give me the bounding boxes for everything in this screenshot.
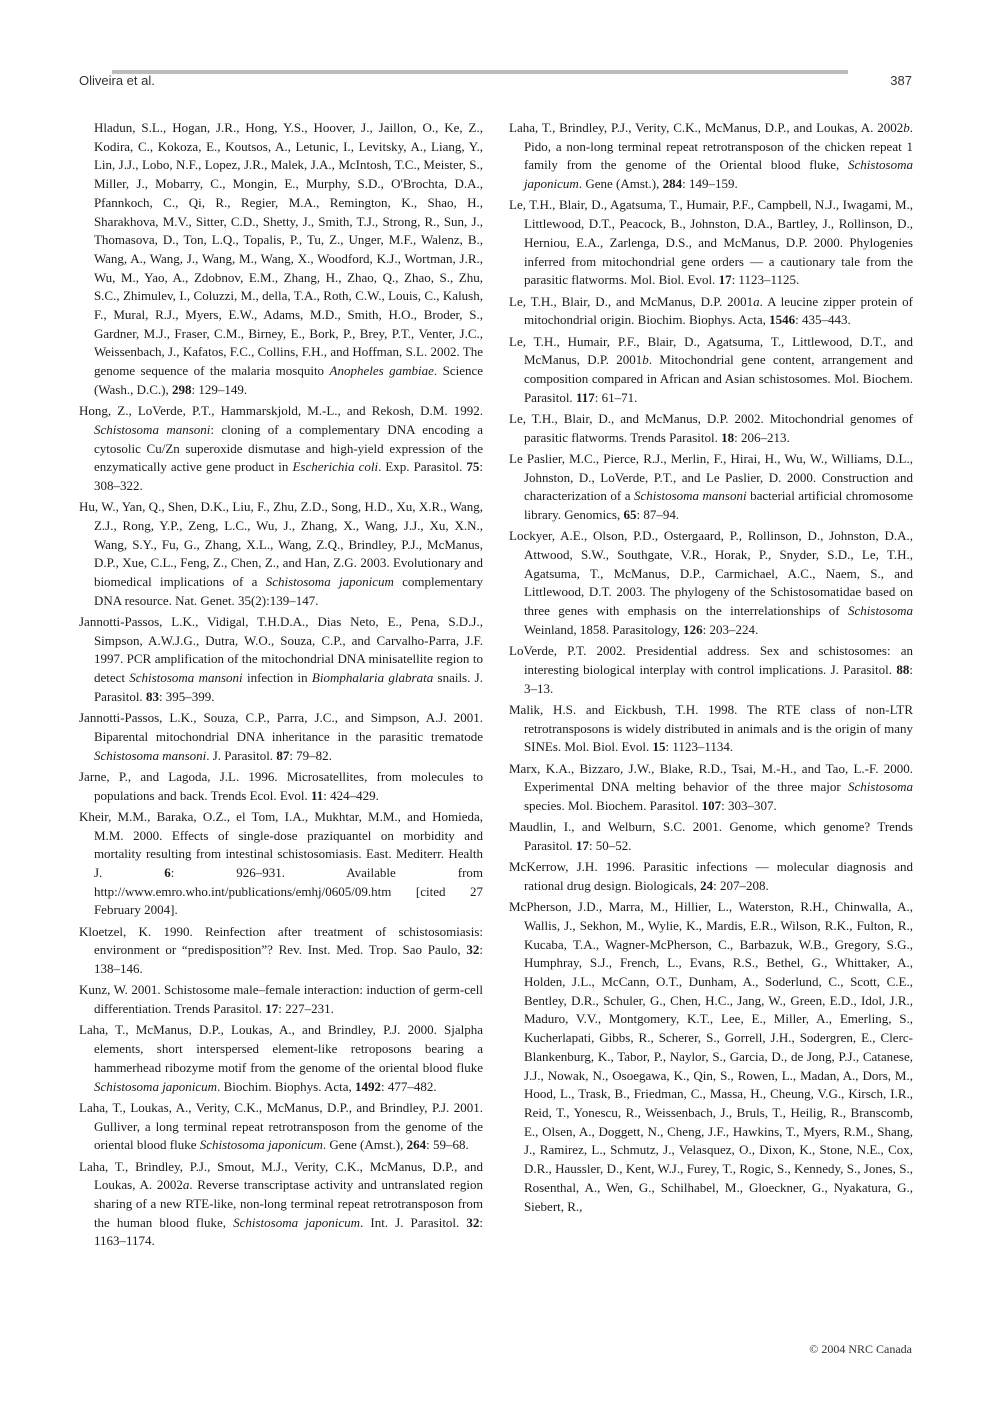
reference-entry: Laha, T., Brindley, P.J., Smout, M.J., Verity, C.K., McManus, D.P., and Loukas, A. 2002a. Reverse transcriptase activity and untranslated region sharing of a new RTE-like, non-long terminal repeat retrotransposon from the human blood fluke, Schistosoma japonicum. Int. J. Parasitol. 32: 1163–1174. bbox=[79, 1158, 483, 1249]
references-column-right bbox=[509, 119, 913, 1219]
reference-entry: Lockyer, A.E., Olson, P.D., Ostergaard, P., Rollinson, D., Johnston, D.A., Attwood, S.W., Southgate, V.R., Horak, P., Snyder, S.D., Le, T.H., Agatsuma, T., McManus, D.P., Carmichael, A.C., Naem, S., and Littlewood, D.T. 2003. The phylogeny of the Schistosomatidae based on three genes with emphasis on the interrelationships of Schistosoma Weinland, 1858. Parasitology, 126: 203–224. bbox=[509, 528, 913, 637]
reference-entry: Hu, W., Yan, Q., Shen, D.K., Liu, F., Zhu, Z.D., Song, H.D., Xu, X.R., Wang, Z.J., Rong, Y.P., Zeng, L.C., Wu, J., Zhang, X., Wang, J.J., Xu, X.N., Wang, S.Y., Fu, G., Zhang, X.L., Wang, Z.Q., Brindley, P.J., McManus, D.P., Xue, C.L., Feng, Z., Chen, Z., and Han, Z.G. 2003. Evolutionary and biomedical implications of a Schistosoma japonicum complementary DNA resource. Nat. Genet. 35(2):139–147. bbox=[79, 499, 483, 608]
reference-entry: Jarne, P., and Lagoda, J.L. 1996. Microsatellites, from molecules to populations and back. Trends Ecol. Evol. 11: 424–429. bbox=[79, 768, 483, 803]
reference-entry: Le, T.H., Humair, P.F., Blair, D., Agatsuma, T., Littlewood, D.T., and McManus, D.P. 2001b. Mitochondrial gene content, arrangement and composition compared in African and Asian schistosomes. Mol. Biochem. Parasitol. 117: 61–71. bbox=[509, 333, 913, 405]
header-rule bbox=[112, 70, 848, 74]
reference-entry: Marx, K.A., Bizzaro, J.W., Blake, R.D., Tsai, M.-H., and Tao, L.-F. 2000. Experimental DNA melting behavior of the three major Schistosoma species. Mol. Biochem. Parasitol. 107: 303–307. bbox=[509, 760, 913, 813]
reference-entry: Laha, T., McManus, D.P., Loukas, A., and Brindley, P.J. 2000. Sjalpha elements, short interspersed element-like retroposons bearing a hammerhead ribozyme motif from the genome of the oriental blood fluke Schistosoma japonicum. Biochim. Biophys. Acta, 1492: 477–482. bbox=[79, 1022, 483, 1094]
reference-entry: Hong, Z., LoVerde, P.T., Hammarskjold, M.-L., and Rekosh, D.M. 1992. Schistosoma mansoni: cloning of a complementary DNA encoding a cytosolic Cu/Zn superoxide dismutase and high-yield expression of the enzymatically active gene product in Escherichia coli. Exp. Parasitol. 75: 308–322. bbox=[79, 403, 484, 493]
reference-entry: Kloetzel, K. 1990. Reinfection after treatment of schistosomiasis: environment or “predisposition”? Rev. Inst. Med. Trop. Sao Paulo, 32: 138–146. bbox=[79, 923, 483, 977]
reference-entry: Hladun, S.L., Hogan, J.R., Hong, Y.S., Hoover, J., Jaillon, O., Ke, Z., Kodira, C., Kokoza, E., Koutsos, A., Letunic, I., Levitsky, A., Liang, Y., Lin, J.J., Lobo, N.F., Lopez, J.R., Malek, J.A., McIntosh, T.C., Meister, S., Miller, J., Mobarry, C., Mongin, E., Murphy, S.D., O'Brochta, D.A., Pfannkoch, C., Qi, R., Regier, M.A., Remington, K., Shao, H., Sharakhova, M.V., Sitter, C.D., Shetty, J., Smith, T.J., Strong, R., Sun, J., Thomasova, D., Ton, L.Q., Topalis, P., Tu, Z., Unger, M.F., Walenz, B., Wang, A., Wang, J., Wang, M., Wang, X., Woodford, K.J., Wortman, J.R., Wu, M., Yao, A., Zdobnov, E.M., Zhang, H., Zhao, Q., Zhao, S., Zhu, S.C., Zhimulev, I., Coluzzi, M., della, T.A., Roth, C.W., Louis, C., Kalush, F., Mural, R.J., Myers, E.W., Adams, M.D., Smith, H.O., Broder, S., Gardner, M.J., Fraser, C.M., Birney, E., Bork, P., Brey, P.T., Venter, J.C., Weissenbach, J., Kafatos, F.C., Collins, F.H., and Hoffman, S.L. 2002. The genome sequence of the malaria mosquito Anopheles gambiae. Science (Wash., D.C.), 298: 129–149. bbox=[93, 120, 484, 397]
reference-entry: LoVerde, P.T. 2002. Presidential address. Sex and schistosomes: an interesting biological interplay with control implications. J. Parasitol. 88: 3–13. bbox=[509, 643, 913, 696]
reference-entry: Kheir, M.M., Baraka, O.Z., el Tom, I.A., Mukhtar, M.M., and Homieda, M.M. 2000. Effects of single-dose praziquantel on morbidity and mortality resulting from intestinal schistosomiasis. East. Mediterr. Health J. 6: 926–931. Available from http://www.emro.who.int/publications/emhj/0605/09.htm [cited 27 February 2004]. bbox=[79, 808, 484, 918]
reference-entry: Laha, T., Loukas, A., Verity, C.K., McManus, D.P., and Brindley, P.J. 2001. Gulliver, a long terminal repeat retrotransposon from the genome of the oriental blood fluke Schistosoma japonicum. Gene (Amst.), 264: 59–68. bbox=[79, 1099, 483, 1153]
copyright-footer: © 2004 NRC Canada bbox=[809, 1342, 912, 1356]
reference-entry: Le Paslier, M.C., Pierce, R.J., Merlin, F., Hirai, H., Wu, W., Williams, D.L., Johnston, D., LoVerde, P.T., and Le Paslier, D. 2000. Construction and characterization of a Schistosoma mansoni bacterial artificial chromosome library. Genomics, 65: 87–94. bbox=[509, 450, 913, 523]
reference-entry: McKerrow, J.H. 1996. Parasitic infections — molecular diagnosis and rational drug design. Biologicals, 24: 207–208. bbox=[509, 859, 913, 893]
reference-entry: Kunz, W. 2001. Schistosome male–female interaction: induction of germ-cell differentiation. Trends Parasitol. 17: 227–231. bbox=[79, 982, 483, 1017]
reference-entry: Le, T.H., Blair, D., Agatsuma, T., Humair, P.F., Campbell, N.J., Iwagami, M., Littlewood, D.T., Peacock, B., Johnston, D.A., Bartley, J., Rollinson, D., Herniou, E.A., Zarlenga, D.S., and McManus, D.P. 2000. Phylogenies inferred from mitochondrial gene orders — a cautionary tale from the parasitic flatworms. Mol. Biol. Evol. 17: 1123–1125. bbox=[509, 197, 913, 288]
reference-entry: Laha, T., Brindley, P.J., Verity, C.K., McManus, D.P., and Loukas, A. 2002b. Pido, a non-long terminal repeat retrotransposon of the chicken repeat 1 family from the genome of the Oriental blood fluke, Schistosoma japonicum. Gene (Amst.), 284: 149–159. bbox=[509, 120, 913, 192]
reference-entry: Jannotti-Passos, L.K., Vidigal, T.H.D.A., Dias Neto, E., Pena, S.D.J., Simpson, A.W.J.G., Dutra, W.O., Souza, C.P., and Carvalho-Parra, J.F. 1997. PCR amplification of the mitochondrial DNA minisatellite region to detect Schistosoma mansoni infection in Biomphalaria glabrata snails. J. Parasitol. 83: 395–399. bbox=[79, 614, 483, 704]
running-head-author: Oliveira et al. bbox=[79, 73, 155, 88]
reference-entry: Le, T.H., Blair, D., and McManus, D.P. 2002. Mitochondrial genomes of parasitic flatworms. Trends Parasitol. 18: 206–213. bbox=[509, 410, 913, 445]
reference-entry: Maudlin, I., and Welburn, S.C. 2001. Genome, which genome? Trends Parasitol. 17: 50–52. bbox=[509, 819, 913, 853]
page-number: 387 bbox=[890, 73, 912, 88]
reference-entry: Le, T.H., Blair, D., and McManus, D.P. 2001a. A leucine zipper protein of mitochondrial origin. Biochim. Biophys. Acta, 1546: 435–443. bbox=[509, 293, 913, 328]
reference-entry: Malik, H.S. and Eickbush, T.H. 1998. The RTE class of non-LTR retrotransposons is widely distributed in animals and is the origin of many SINEs. Mol. Biol. Evol. 15: 1123–1134. bbox=[509, 701, 913, 755]
reference-entry: Jannotti-Passos, L.K., Souza, C.P., Parra, J.C., and Simpson, A.J. 2001. Biparental mitochondrial DNA inheritance in the parasitic trematode Schistosoma mansoni. J. Parasitol. 87: 79–82. bbox=[79, 710, 483, 763]
reference-entry: McPherson, J.D., Marra, M., Hillier, L., Waterston, R.H., Chinwalla, A., Wallis, J., Sekhon, M., Wylie, K., Mardis, E.R., Wilson, R.K., Fulton, R., Kucaba, T.A., Wagner-McPherson, C., Barbazuk, W.B., Gregory, S.G., Humphray, S.J., French, L., Evans, R.S., Bethel, G., Whittaker, A., Holden, J.L., McCann, O.T., Dunham, A., Soderlund, C., Scott, C.E., Bentley, D.R., Schuler, G., Chen, H.C., Jang, W., Green, E.D., Idol, J.R., Maduro, V.V., Montgomery, K.T., Lee, E., Miller, A., Emerling, S., Kucherlapati, Gibbs, R., Scherer, S., Gorrell, J.H., Sodergren, E., Clerc-Blankenburg, K., Tabor, P., Naylor, S., Garcia, D., de Jong, P.J., Catanese, J.J., Nowak, N., Osoegawa, K., Qin, S., Rowen, L., Madan, A., Dors, M., Hood, L., Trask, B., Friedman, C., Massa, H., Cheung, V.G., Kirsch, I.R., Reid, T., Yonescu, R., Weissenbach, J., Bruls, T., Heilig, R., Branscomb, E., Olsen, A., Doggett, N., Cheng, J.F., Hawkins, T., Myers, R.M., Shang, J., Ramirez, L., Schmutz, J., Velasquez, O., Dixon, K., Stone, N.E., Cox, D.R., Haussler, D., Kent, W.J., Furey, T., Rogic, S., Kennedy, S., Jones, S., Rosenthal, A., Wen, G., Schilhabel, M., Gloeckner, G., Nyakatura, G., Siebert, R., bbox=[509, 899, 913, 1214]
references-column-left bbox=[79, 119, 483, 1254]
